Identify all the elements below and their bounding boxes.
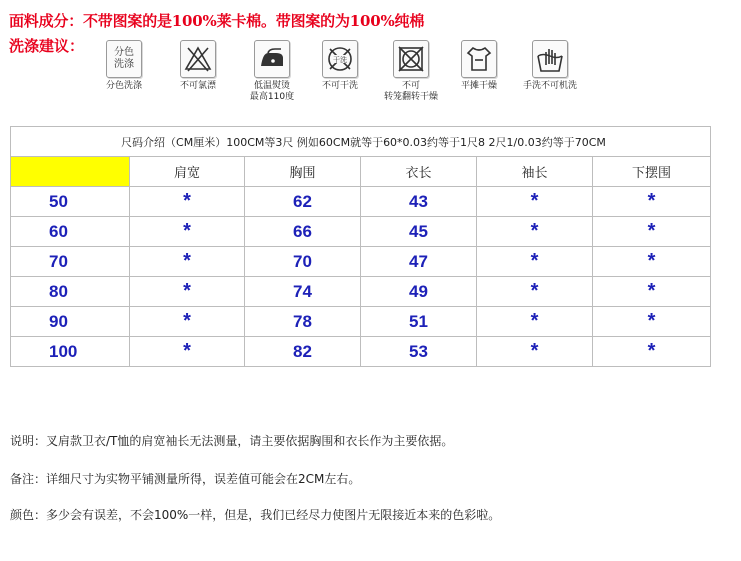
table-row bbox=[11, 247, 711, 277]
size-cell: 90 bbox=[11, 307, 130, 337]
hem-cell: * bbox=[593, 337, 711, 367]
care-item-hand-wash bbox=[512, 40, 588, 92]
remark-note: 备注：详细尺寸为实物平铺测量所得，误差值可能会在2CM左右。 bbox=[10, 472, 361, 486]
care-item-no-dry-clean bbox=[302, 40, 378, 92]
size-cell: 100 bbox=[11, 337, 130, 367]
remark-color: 颜色：多少会有误差，不会100%一样，但是，我们已经尽力使图片无限接近本来的色彩啦。 bbox=[10, 508, 501, 522]
shoulder-cell: * bbox=[130, 307, 245, 337]
hem-cell: * bbox=[593, 217, 711, 247]
header-sleeve: 袖长 bbox=[477, 157, 593, 187]
header-size-cell bbox=[11, 157, 130, 187]
care-caption: 手洗不可机洗 bbox=[522, 81, 577, 91]
low-iron-icon bbox=[254, 40, 290, 78]
table-row bbox=[11, 217, 711, 247]
table-row bbox=[11, 277, 711, 307]
table-row bbox=[11, 337, 711, 367]
size-table bbox=[10, 126, 711, 367]
wash-advice-label: 洗涤建议： bbox=[9, 37, 85, 55]
length-cell: 43 bbox=[361, 187, 477, 217]
header-shoulder: 肩宽 bbox=[130, 157, 245, 187]
material-composition: 面料成分：不带图案的是100%莱卡棉。带图案的为100%纯棉 bbox=[9, 12, 425, 30]
table-header-row bbox=[11, 157, 711, 187]
shoulder-cell: * bbox=[130, 277, 245, 307]
care-caption: 不可干洗 bbox=[321, 81, 358, 91]
care-caption: 分色洗涤 bbox=[105, 81, 142, 91]
table-row bbox=[11, 307, 711, 337]
chest-cell: 82 bbox=[245, 337, 361, 367]
hem-cell: * bbox=[593, 247, 711, 277]
length-cell: 49 bbox=[361, 277, 477, 307]
care-item-no-bleach bbox=[160, 40, 236, 92]
sleeve-cell: * bbox=[477, 277, 593, 307]
care-item-low-iron bbox=[234, 40, 310, 103]
header-length: 衣长 bbox=[361, 157, 477, 187]
shoulder-cell: * bbox=[130, 337, 245, 367]
no-dry-clean-icon-text: 干洗 bbox=[333, 56, 347, 64]
care-caption: 不可氯漂 bbox=[179, 81, 216, 91]
size-cell: 50 bbox=[11, 187, 130, 217]
remark-explain: 说明：叉肩款卫衣/T恤的肩宽袖长无法测量，请主要依据胸围和衣长作为主要依据。 bbox=[10, 434, 454, 448]
care-item-separate-wash bbox=[86, 40, 162, 92]
care-caption-line1: 不可 bbox=[401, 81, 420, 91]
shoulder-cell: * bbox=[130, 187, 245, 217]
size-cell: 60 bbox=[11, 217, 130, 247]
shoulder-cell: * bbox=[130, 247, 245, 277]
length-cell: 53 bbox=[361, 337, 477, 367]
chest-cell: 78 bbox=[245, 307, 361, 337]
header-hem: 下摆围 bbox=[593, 157, 711, 187]
size-cell: 80 bbox=[11, 277, 130, 307]
dry-flat-icon bbox=[461, 40, 497, 78]
separate-wash-icon bbox=[106, 40, 142, 78]
chest-cell: 74 bbox=[245, 277, 361, 307]
separate-wash-icon-text: 分色洗涤 bbox=[114, 47, 134, 70]
hem-cell: * bbox=[593, 277, 711, 307]
chest-cell: 66 bbox=[245, 217, 361, 247]
length-cell: 51 bbox=[361, 307, 477, 337]
length-cell: 47 bbox=[361, 247, 477, 277]
header-chest: 胸围 bbox=[245, 157, 361, 187]
care-caption-line2: 转笼翻转干燥 bbox=[383, 92, 438, 102]
table-note-row bbox=[11, 127, 711, 157]
care-caption: 平摊干燥 bbox=[460, 81, 497, 91]
chest-cell: 70 bbox=[245, 247, 361, 277]
sleeve-cell: * bbox=[477, 187, 593, 217]
size-note: 尺码介绍（CM厘米）100CM等3尺 例如60CM就等于60*0.03约等于1尺8 2尺1/0.03约等于70CM bbox=[11, 127, 711, 157]
hem-cell: * bbox=[593, 187, 711, 217]
size-cell: 70 bbox=[11, 247, 130, 277]
table-row bbox=[11, 187, 711, 217]
no-bleach-icon bbox=[180, 40, 216, 78]
no-tumble-dry-icon bbox=[393, 40, 429, 78]
care-item-no-tumble-dry bbox=[373, 40, 449, 103]
care-caption-line1: 低温熨烫 bbox=[253, 81, 290, 91]
care-caption-line2: 最高110度 bbox=[249, 92, 295, 102]
shoulder-cell: * bbox=[130, 217, 245, 247]
sleeve-cell: * bbox=[477, 307, 593, 337]
chest-cell: 62 bbox=[245, 187, 361, 217]
hem-cell: * bbox=[593, 307, 711, 337]
sleeve-cell: * bbox=[477, 247, 593, 277]
hand-wash-icon bbox=[532, 40, 568, 78]
sleeve-cell: * bbox=[477, 217, 593, 247]
length-cell: 45 bbox=[361, 217, 477, 247]
no-dry-clean-icon bbox=[322, 40, 358, 78]
care-item-dry-flat bbox=[441, 40, 517, 92]
sleeve-cell: * bbox=[477, 337, 593, 367]
